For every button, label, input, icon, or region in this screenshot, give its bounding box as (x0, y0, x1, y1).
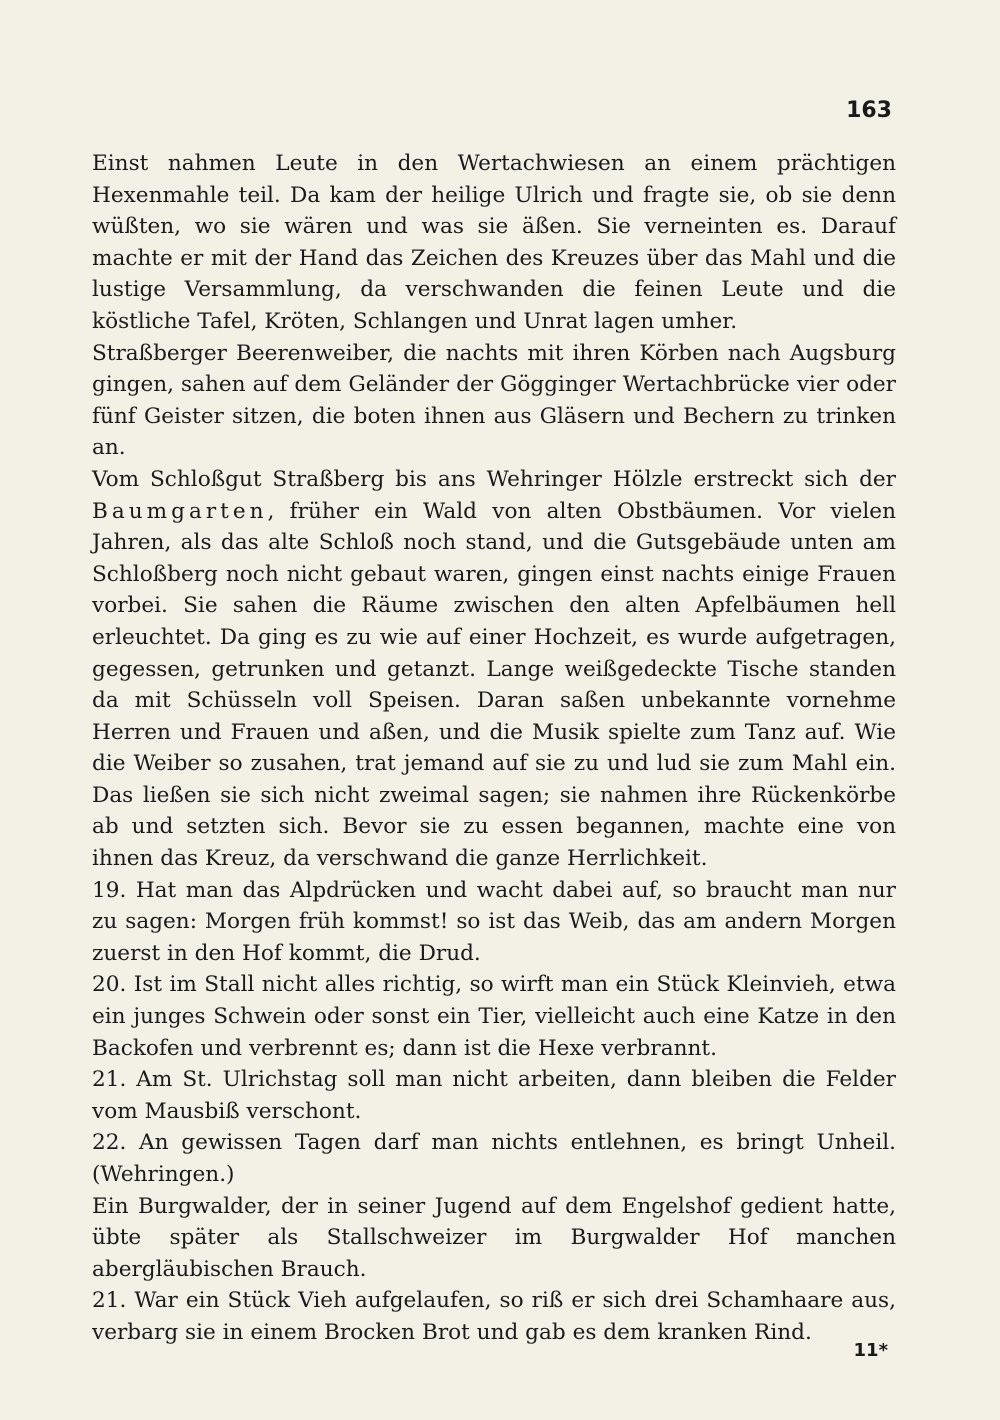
page-number: 163 (846, 98, 892, 123)
body-text (92, 148, 896, 1349)
paragraph-20: 20. Ist im Stall nicht alles richtig, so wirft man ein Stück Kleinvieh, etwa ein junges Schwein oder sonst ein Tier, vielleicht auch eine Katze in den Backofen und verbrennt es; dann ist die Hexe verbrannt. (92, 972, 896, 1061)
paragraph-22: 22. An gewissen Tagen darf man nichts entlehnen, es bringt Unheil. (Wehringen.) (92, 1130, 896, 1187)
paragraph-burgwalder: Ein Burgwalder, der in seiner Jugend auf dem Engelshof gedient hatte, übte später als Stallschweizer im Burgwalder Hof manchen abergläubischen Brauch. (92, 1193, 896, 1282)
paragraph-hexenmahl: Einst nahmen Leute in den Wertachwiesen an einem prächtigen Hexenmahle teil. Da kam der heilige Ulrich und fragte sie, ob sie denn wüßten, wo sie wären und was sie äßen. Sie verneinten es. Darauf machte er mit der Hand das Zeichen des Kreuzes über das Mahl und die lustige Versammlung, da verschwanden die feinen Leute und die köstliche Tafel, Kröten, Schlangen und Unrat lagen umher. (92, 151, 896, 334)
paragraph-19: 19. Hat man das Alpdrücken und wacht dabei auf, so braucht man nur zu sagen: Morgen früh kommst! so ist das Weib, das am andern Morgen zuerst in den Hof kommt, die Drud. (92, 877, 896, 966)
paragraph-beerenweiber: Straßberger Beerenweiber, die nachts mit ihren Körben nach Augsburg gingen, sahen auf dem Geländer der Gögginger Wertachbrücke vier oder fünf Geister sitzen, die boten ihnen aus Gläsern und Bechern zu trinken an. (92, 340, 896, 461)
paragraph-baumgarten (92, 464, 896, 875)
paragraph-baumgarten-start: Vom Schloßgut Straßberg bis ans Wehringer Hölzle erstreckt sich der (92, 466, 896, 492)
paragraph-21-second: 21. War ein Stück Vieh aufgelaufen, so riß er sich drei Schamhaare aus, verbarg sie in einem Brocken Brot und gab es dem kranken Rind. (92, 1288, 896, 1345)
place-name-baumgarten: Baumgarten (92, 498, 268, 524)
signature-mark: 11* (853, 1340, 888, 1361)
paragraph-baumgarten-rest: , früher ein Wald von alten Obstbäumen. Vor vielen Jahren, als das alte Schloß noch stand, und die Gutsgebäude unten am Schloßberg noch nicht gebaut waren, gingen einst nachts einige Frauen vorbei. Sie sahen die Räume zwischen den alten Apfelbäumen hell erleuchtet. Da ging es zu wie auf einer Hochzeit, es wurde aufgetragen, gegessen, getrunken und getanzt. Lange weißgedeckte Tische standen da mit Schüsseln voll Speisen. Daran saßen unbekannte vornehme Herren und Frauen und aßen, und die Musik spielte zum Tanz auf. Wie die Weiber so zusahen, trat jemand auf sie zu und lud sie zum Mahl ein. Das ließen sie sich nicht zweimal sagen; sie nahmen ihre Rückenkörbe ab und setzten sich. Bevor sie zu essen begannen, machte eine von ihnen das Kreuz, da verschwand die ganze Herrlichkeit. (92, 498, 896, 872)
paragraph-21: 21. Am St. Ulrichstag soll man nicht arbeiten, dann bleiben die Felder vom Mausbiß verschont. (92, 1067, 896, 1124)
